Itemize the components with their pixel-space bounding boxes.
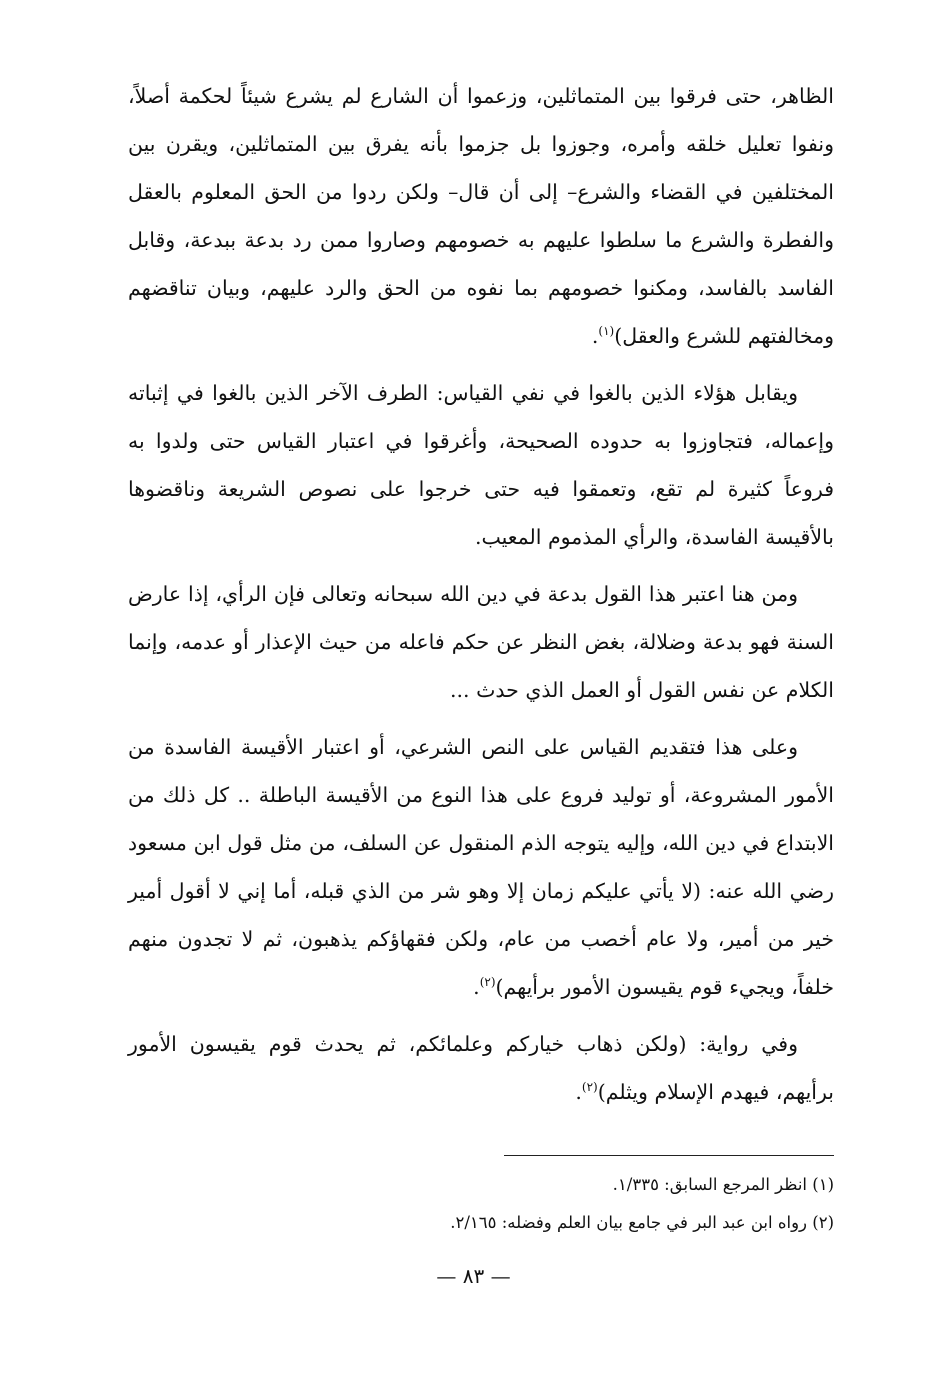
footnotes — [128, 1166, 834, 1242]
footnote-2: (٢) رواه ابن عبد البر في جامع بيان العلم وفضله: ٢/١٦٥. — [450, 1213, 834, 1232]
paragraph-5-text: وفي رواية: (ولكن ذهاب خياركم وعلمائكم، ثم يحدث قوم يقيسون الأمور برأيهم، فيهدم الإسلام ويثلم) — [128, 1032, 834, 1104]
main-text — [128, 72, 834, 1125]
footnote-ref-2: (٢) — [479, 975, 496, 990]
paragraph-4 — [128, 723, 834, 1011]
footnote-ref-3: (٢) — [581, 1080, 598, 1095]
page-number: — ٨٣ — — [436, 1264, 511, 1288]
paragraph-2-text: ويقابل هؤلاء الذين بالغوا في نفي القياس: الطرف الآخر الذين بالغوا في إثباته وإعماله، فتجاوزوا به حدوده الصحيحة، وأغرقوا في اعتبار القياس حتى ولدوا به فروعاً كثيرة لم تقع، وتعمقوا فيه حتى خرجوا على نصوص الشريعة وناقضوها بالأقيسة الفاسدة، والرأي المذموم المعيب. — [128, 381, 834, 549]
paragraph-2 — [128, 369, 834, 561]
footnote-1: (١) انظر المرجع السابق: ١/٣٣٥. — [612, 1175, 834, 1194]
paragraph-5-end: . — [575, 1080, 582, 1104]
paragraph-5 — [128, 1020, 834, 1116]
paragraph-1-text: الظاهر، حتى فرقوا بين المتماثلين، وزعموا أن الشارع لم يشرع شيئاً لحكمة أصلاً، ونفوا تعليل خلقه وأمره، وجوزوا بل جزموا بأنه يفرق بين المتماثلين، ويقرن بين المختلفين في القضاء والشرع– إلى أن قال– ولكن ردوا من الحق المعلوم بالعقل والفطرة والشرع ما سلطوا عليهم به خصومهم وصاروا ممن رد بدعة ببدعة، وقابل الفاسد بالفاسد، ومكنوا خصومهم بما نفوه من الحق والرد عليهم، وبيان تناقضهم ومخالفتهم للشرع والعقل) — [128, 84, 834, 348]
paragraph-4-end: . — [473, 975, 480, 999]
paragraph-4-text: وعلى هذا فتقديم القياس على النص الشرعي، أو اعتبار الأقيسة الفاسدة من الأمور المشروعة، أو توليد فروع على هذا النوع من الأقيسة الباطلة .. كل ذلك من الابتداع في دين الله، وإليه يتوجه الذم المنقول عن السلف، من مثل قول ابن مسعود رضي الله عنه: (لا يأتي عليكم زمان إلا وهو شر من الذي قبله، أما إني لا أقول أمير خير من أمير، ولا عام أخصب من عام، ولكن فقهاؤكم يذهبون، ثم لا تجدون منهم خلفاً، ويجيء قوم يقيسون الأمور برأيهم) — [128, 735, 834, 999]
paragraph-3-text: ومن هنا اعتبر هذا القول بدعة في دين الله سبحانه وتعالى فإن الرأي، إذا عارض السنة فهو بدعة وضلالة، بغض النظر عن حكم فاعله من حيث الإعذار أو عدمه، وإنما الكلام عن نفس القول أو العمل الذي حدث ... — [128, 582, 834, 702]
paragraph-3 — [128, 570, 834, 714]
paragraph-1 — [128, 72, 834, 360]
paragraph-1-end: . — [591, 324, 599, 348]
footnote-separator — [504, 1155, 834, 1156]
footnote-ref-1: (١) — [598, 324, 615, 339]
